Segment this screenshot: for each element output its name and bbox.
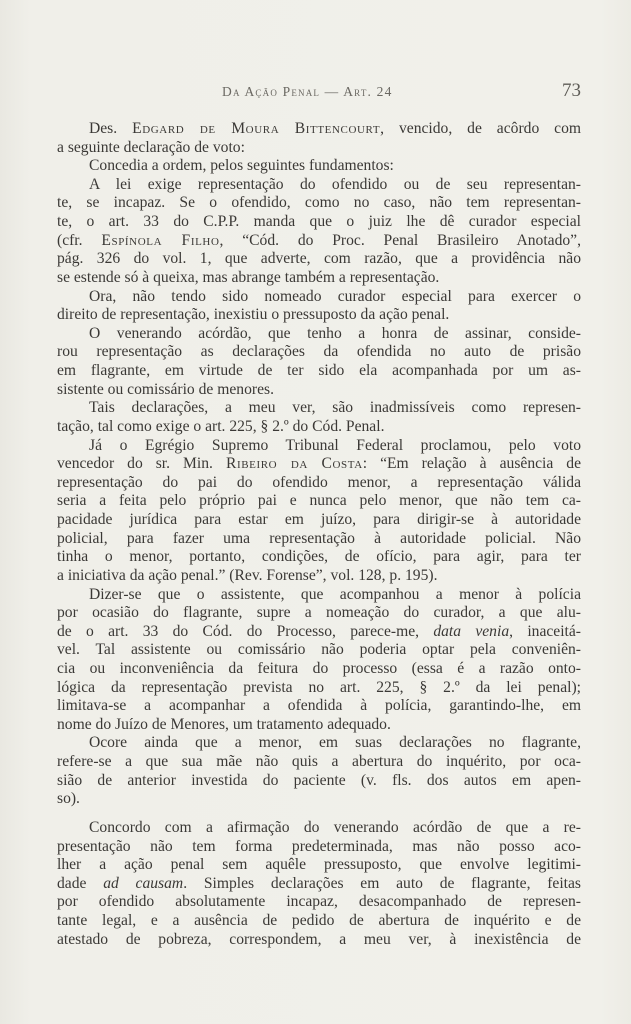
text-run: a iniciativa da ação penal.” (Rev. Forense”, vol. 128, p. 195).	[57, 566, 438, 584]
text-line	[89, 156, 581, 175]
text-run: . Simples declarações em auto de flagrante, feitas	[183, 874, 581, 892]
text-line	[89, 733, 581, 752]
text-run: O venerando acórdão, que tenho a honra de assinar, conside-	[89, 324, 581, 342]
text-line	[89, 287, 581, 306]
text-run: em flagrante, em virtude de ter sido ela acompanhada por um as-	[57, 362, 581, 380]
text-run: representação do pai do ofendido menor, a representação válida	[57, 473, 581, 491]
text-line	[57, 342, 581, 361]
text-run: A lei exige representação do ofendido ou de seu representan-	[89, 175, 581, 193]
text-line	[57, 855, 581, 874]
text-run: rou representação as declarações da ofendida no auto de prisão	[57, 343, 581, 361]
text-line	[89, 585, 581, 604]
text-run: presentação não tem forma predeterminada, mas não posso aco-	[57, 837, 581, 855]
text-run: , inaceitá-	[509, 622, 581, 640]
text-run: Ocore ainda que a menor, em suas declarações no flagrante,	[89, 734, 581, 752]
text-line	[57, 622, 581, 641]
italic-term: data venia	[433, 622, 510, 640]
text-run: pacidade jurídica para estar em juízo, para dirigir-se à autoridade	[57, 511, 581, 529]
text-run: , vencido, de acôrdo com	[380, 120, 582, 137]
text-run: sião de anterior investida do paciente (v. fls. dos autos em apen-	[57, 771, 581, 789]
text-run: Ora, não tendo sido nomeado curador especial para exercer o	[89, 287, 581, 305]
text-run: (cfr.	[57, 231, 102, 249]
text-run: Concordo com a afirmação do venerando acórdão de que a re-	[89, 818, 581, 836]
text-line	[57, 231, 581, 250]
text-line	[57, 930, 581, 949]
text-line	[57, 510, 581, 529]
text-line	[57, 659, 581, 678]
text-run: Já o Egrégio Supremo Tribunal Federal proclamou, pelo voto	[89, 436, 581, 454]
text-run: Concedia a ordem, pelos seguintes fundamentos:	[89, 157, 394, 175]
text-run: por ofendido absolutamente incapaz, desacompanhado de represen-	[57, 893, 581, 911]
italic-term: ad causam	[103, 874, 184, 892]
text-run: atestado de pobreza, correspondem, a meu ver, à inexistência de	[57, 930, 581, 948]
text-line	[57, 752, 581, 771]
text-line	[89, 119, 581, 138]
text-run: seria a feita pelo próprio pai e nunca pelo menor, que não tem ca-	[57, 492, 581, 510]
text-run: por ocasião do flagrante, supre a nomeação do curador, a que alu-	[57, 604, 581, 622]
text-line	[57, 529, 581, 548]
text-run: policial, para fazer uma representação à autoridade policial. Não	[57, 529, 581, 547]
text-line	[57, 603, 581, 622]
text-run: Dizer-se que o assistente, que acompanhou a menor à polícia	[89, 585, 581, 603]
text-run: lógica da representação prevista no art. 225, § 2.º da lei penal);	[57, 678, 581, 696]
text-line	[57, 696, 581, 715]
text-run: te, o art. 33 do C.P.P. manda que o juiz lhe dê curador especial	[57, 213, 581, 231]
text-run: limitava-se a acompanhar a ofendida à polícia, garantindo-lhe, em	[57, 697, 581, 715]
text-line	[57, 678, 581, 697]
text-line	[57, 212, 581, 231]
text-line	[57, 454, 581, 473]
text-line	[57, 361, 581, 380]
text-run: te, se incapaz. Se o ofendido, como no caso, não tem representan-	[57, 194, 581, 212]
text-run: a seguinte declaração de voto:	[57, 138, 245, 156]
text-run: de o art. 33 do Cód. do Processo, parece-me,	[57, 622, 434, 640]
page-number: 73	[562, 80, 581, 101]
name-smallcaps: Ribeiro da Costa	[225, 455, 363, 473]
text-run: lher a ação penal sem aquêle pressuposto, que envolve legitimi-	[57, 856, 581, 874]
text-run: cia ou inconveniência da feitura do processo (essa é a razão onto-	[57, 659, 581, 677]
text-line	[89, 436, 581, 455]
running-head: Da Ação Penal — Art. 24	[222, 84, 393, 99]
text-line	[57, 547, 581, 566]
text-run: vel. Tal assistente ou comissário não poderia optar pela conveniên-	[57, 641, 581, 659]
name-smallcaps: Espínola Filho	[101, 231, 220, 249]
text-run: Des.	[89, 120, 133, 137]
text-line	[57, 305, 581, 324]
text-line	[57, 268, 581, 287]
text-run: Tais declarações, a meu ver, são inadmissíveis como represen-	[89, 399, 581, 417]
text-line	[57, 473, 581, 492]
text-run: nome do Juízo de Menores, um tratamento adequado.	[57, 715, 391, 733]
text-run: : “Em relação à ausência de	[362, 455, 582, 473]
name-smallcaps: Edgard de Moura Bittencourt	[132, 120, 381, 137]
text-line	[89, 175, 581, 194]
text-run: so).	[57, 790, 80, 808]
text-line	[57, 837, 581, 856]
text-run: pág. 326 do vol. 1, que adverte, com razão, que a providência não	[57, 250, 581, 268]
text-run: dade	[57, 874, 104, 892]
text-line	[57, 193, 581, 212]
text-run: se estende só à queixa, mas abrange também a representação.	[57, 268, 440, 286]
text-line	[57, 380, 581, 399]
text-line	[57, 715, 581, 734]
text-run: tante legal, e a ausência de pedido de abertura de inquérito e de	[57, 912, 581, 930]
text-line	[57, 566, 581, 585]
text-line	[57, 771, 581, 790]
text-line	[57, 640, 581, 659]
text-line	[89, 324, 581, 343]
text-line	[57, 249, 581, 268]
text-line	[57, 138, 581, 157]
text-line	[89, 398, 581, 417]
text-line	[57, 491, 581, 510]
text-line	[57, 789, 581, 808]
text-run: direito de representação, inexistiu o pressuposto da ação penal.	[57, 306, 450, 324]
text-line	[57, 417, 581, 436]
text-run: sistente ou comissário de menores.	[57, 380, 274, 398]
page-header	[0, 80, 631, 104]
text-run: refere-se a que sua mãe não quis a abertura do inquérito, por oca-	[57, 753, 581, 771]
text-run: vencedor do sr. Min.	[57, 455, 226, 473]
text-run: tinha o menor, portanto, condições, de ofício, para agir, para ter	[57, 548, 581, 566]
text-run: , “Cód. do Proc. Penal Brasileiro Anotado”,	[219, 231, 581, 249]
text-line	[89, 818, 581, 837]
text-line	[57, 892, 581, 911]
text-line	[57, 874, 581, 893]
text-run: tação, tal como exige o art. 225, § 2.º do Cód. Penal.	[57, 417, 385, 435]
text-line	[57, 911, 581, 930]
